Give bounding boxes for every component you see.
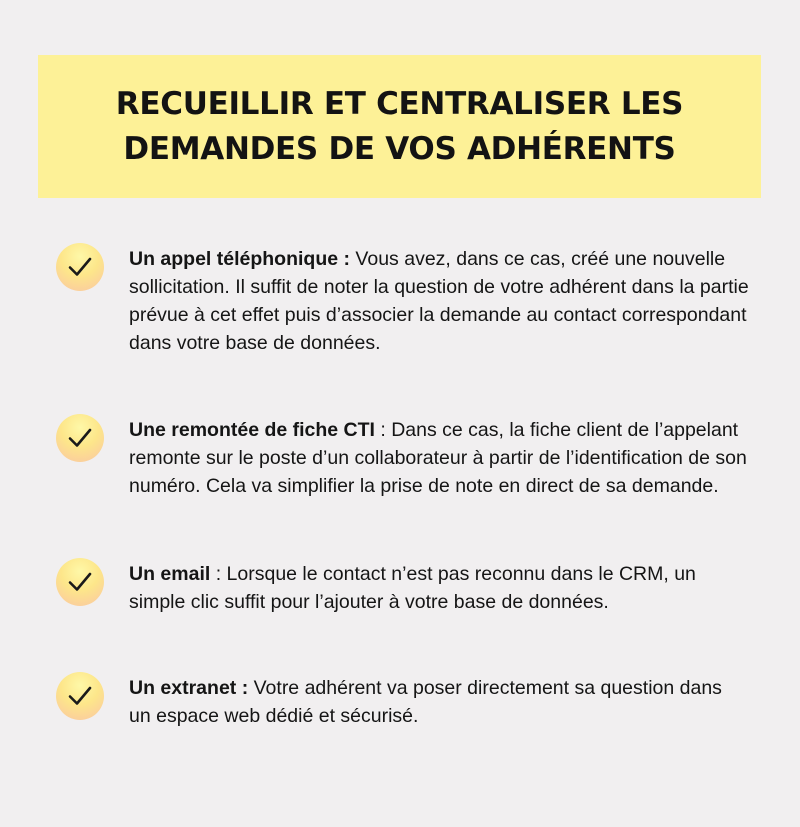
check-icon bbox=[56, 414, 104, 462]
list-item-description: Votre adhérent va poser directement sa question dans un espace web dédié et sécurisé. bbox=[129, 677, 722, 727]
list-item-label: Une remontée de fiche CTI bbox=[129, 419, 375, 441]
list-item-label: Un email bbox=[129, 563, 211, 585]
list-item-description: Vous avez, dans ce cas, créé une nouvelle sollicitation. Il suffit de noter la question de votre adhérent dans la partie prévue à cet effet puis d’associer la demande au contact correspondant dans votre base de données. bbox=[129, 248, 749, 354]
check-icon bbox=[56, 672, 104, 720]
list-item-description: : Dans ce cas, la fiche client de l’appelant remonte sur le poste d’un collaborateur à partir de l’identification de son numéro. Cela va simplifier la prise de note en direct de sa demande. bbox=[129, 419, 747, 497]
list-item-label: Un extranet : bbox=[129, 677, 249, 699]
check-icon bbox=[56, 558, 104, 606]
list-item-label: Un appel téléphonique : bbox=[129, 248, 351, 270]
list-item-text bbox=[129, 674, 749, 730]
title-banner bbox=[38, 55, 761, 198]
list-item-text bbox=[129, 560, 749, 616]
list-item-text bbox=[129, 416, 749, 500]
check-icon bbox=[56, 243, 104, 291]
page-title: RECUEILLIR ET CENTRALISER LES DEMANDES DE VOS ADHÉRENTS bbox=[115, 85, 684, 167]
list-item-description: : Lorsque le contact n’est pas reconnu dans le CRM, un simple clic suffit pour l’ajouter à votre base de données. bbox=[129, 563, 696, 613]
list-item-text bbox=[129, 245, 749, 357]
